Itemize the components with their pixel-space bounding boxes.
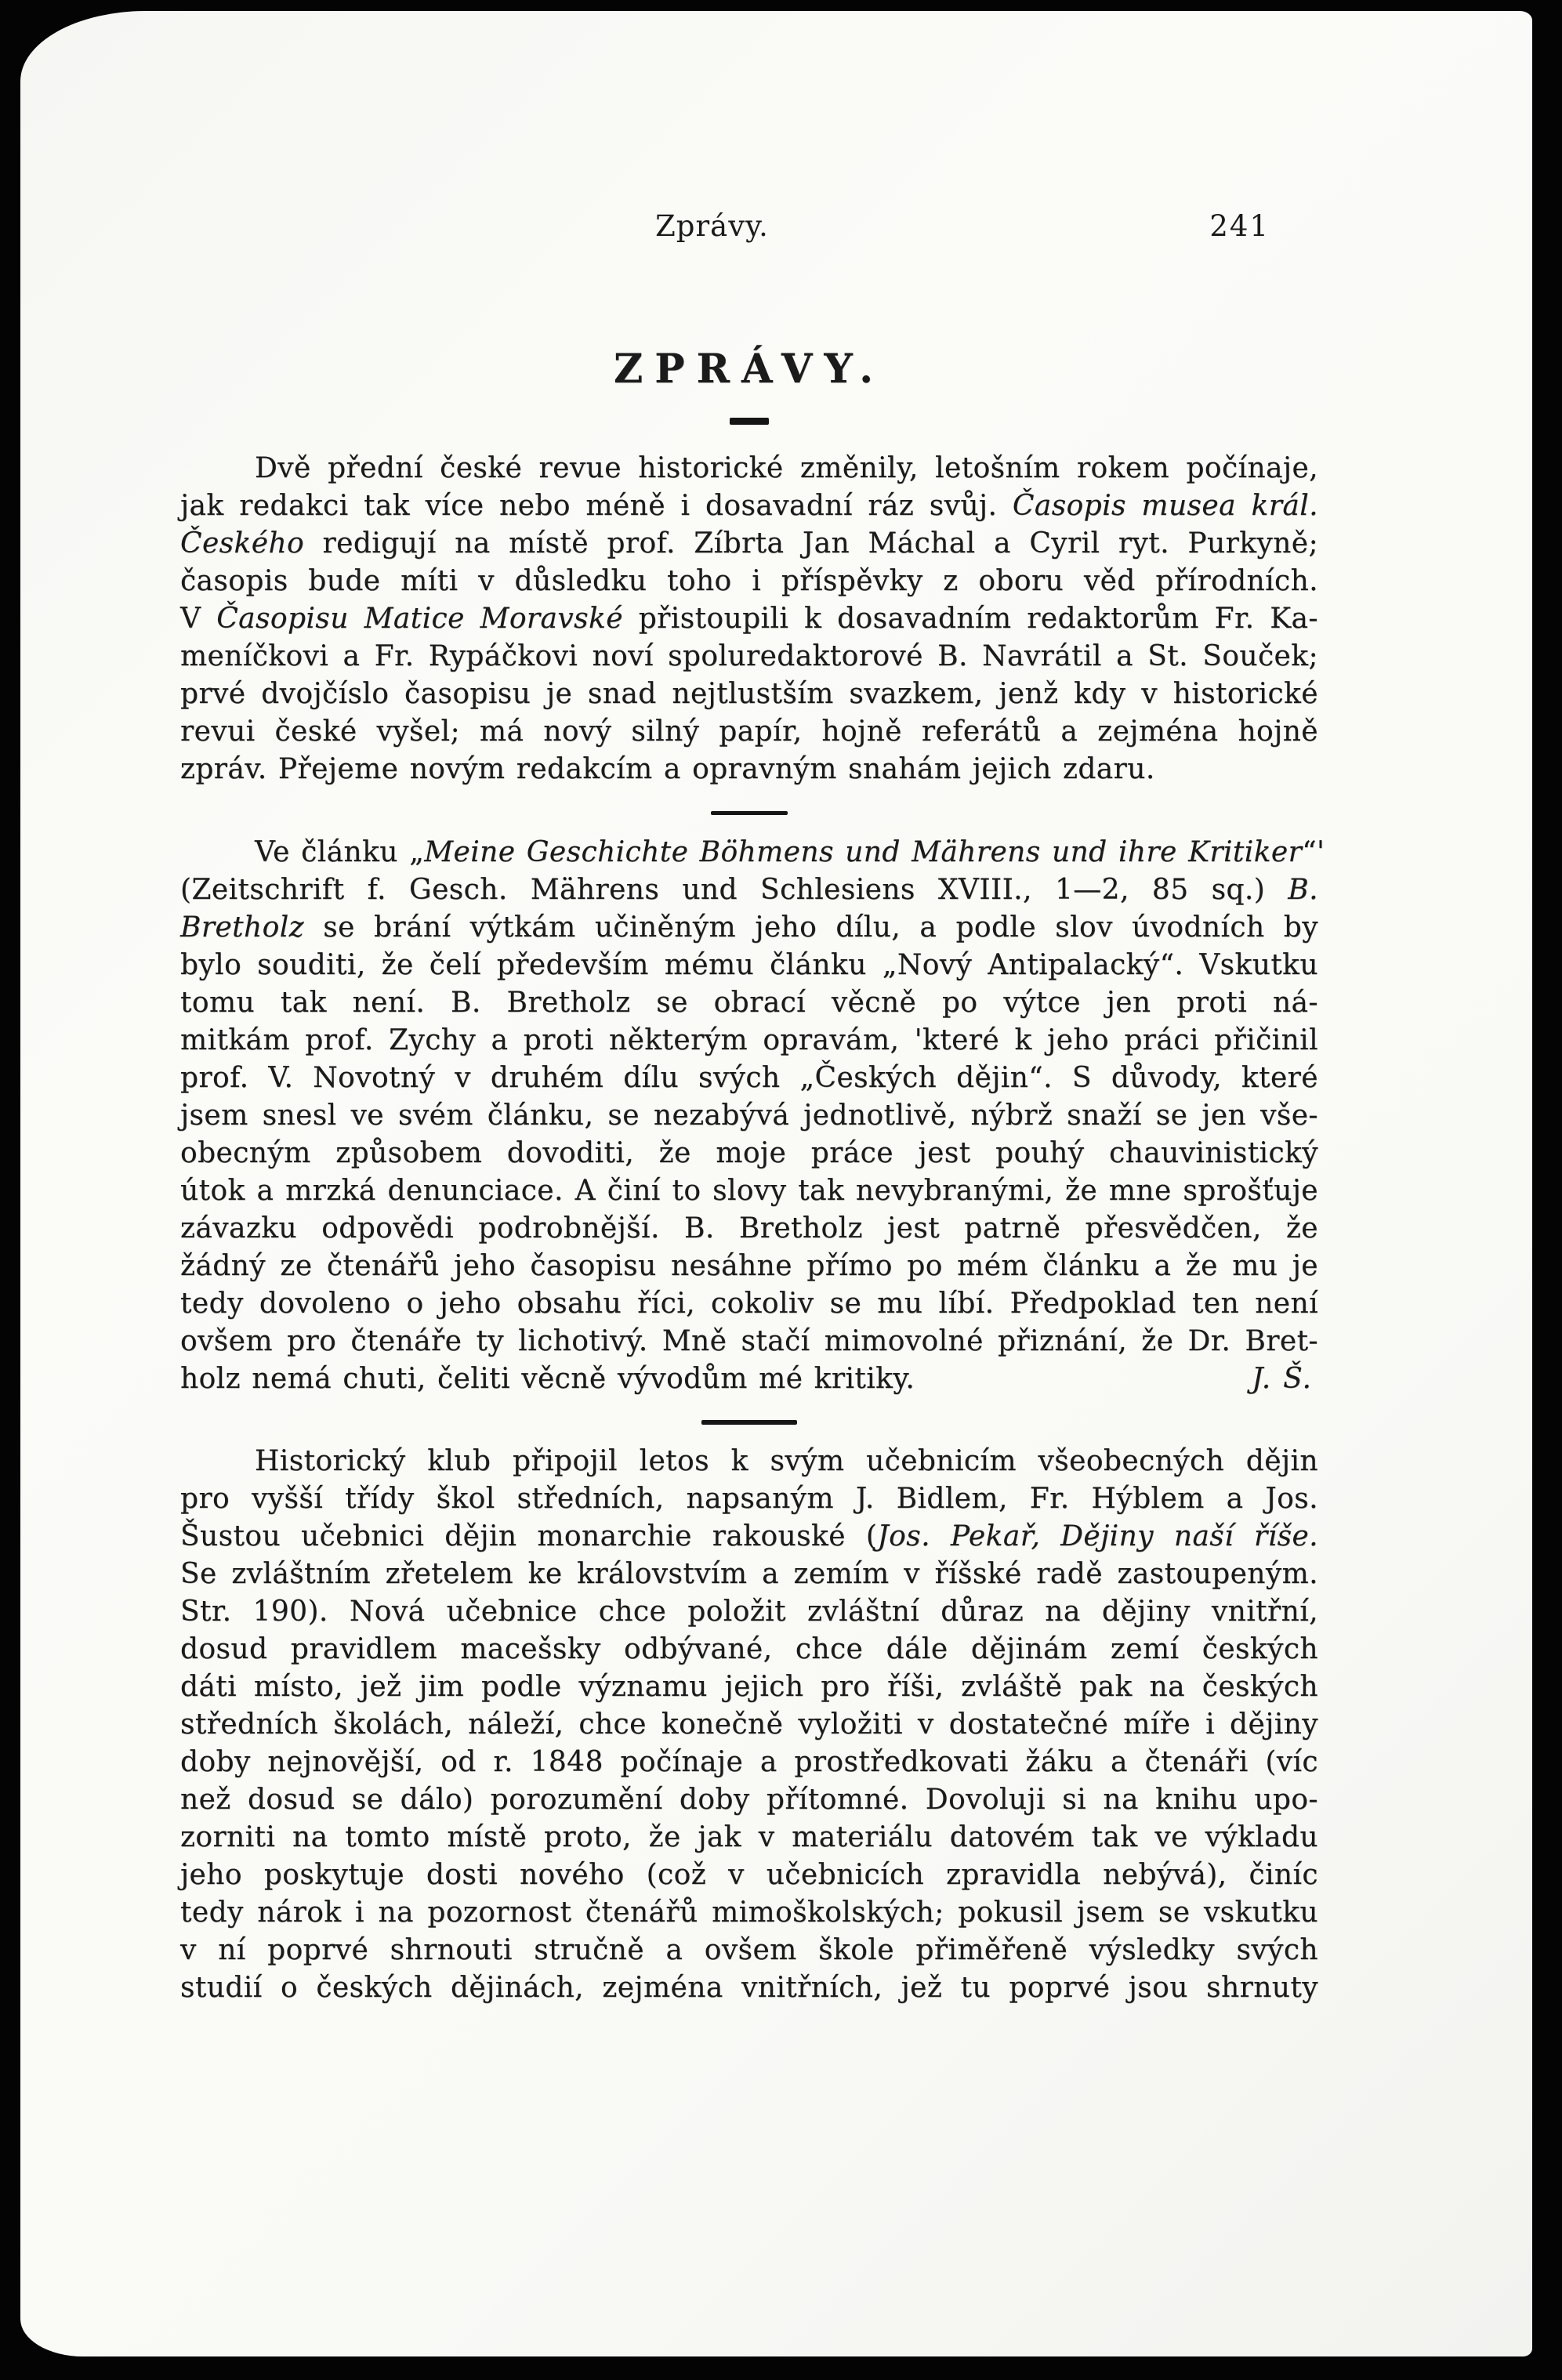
text-line: jak redakci tak více nebo méně i dosavadní ráz svůj. Časopis musea král. <box>180 490 1319 522</box>
text-line: studií o českých dějinách, zejména vnitřních, jež tu poprvé jsou shrnuty <box>180 1972 1318 2004</box>
text-line: obecným způsobem dovoditi, že moje práce jest pouhý chauvinistický <box>180 1137 1318 1169</box>
text-line: doby nejnovější, od r. 1848 počínaje a prostředkovati žáku a čtenáři (víc <box>180 1746 1318 1778</box>
text-line: útok a mrzká denunciace. A činí to slovy tak nevybranými, že mne sprošťuje <box>180 1175 1318 1207</box>
section-title: ZPRÁVY. <box>614 346 885 393</box>
text-line: ovšem pro čtenáře ty lichotivý. Mně stačí mimovolné přiznání, že Dr. Bret- <box>180 1325 1318 1357</box>
paragraph <box>180 450 1318 788</box>
text-line: středních školách, náleží, chce konečně vyložiti v dostatečné míře i dějiny <box>180 1708 1318 1741</box>
text-line: Bretholz se brání výtkám učiněným jeho dílu, a podle slov úvodních by <box>180 911 1318 944</box>
text-line: prof. V. Novotný v druhém dílu svých „Českých dějin“. S důvody, které <box>180 1062 1318 1094</box>
text-line: revui české vyšel; má nový silný papír, hojně referátů a zejména hojně <box>180 715 1318 748</box>
text-line: V Časopisu Matice Moravské přistoupili k dosavadním redaktorům Fr. Ka- <box>180 603 1318 635</box>
text-line: tomu tak není. B. Bretholz se obrací věcně po výtce jen proti ná- <box>180 987 1318 1019</box>
text-line: tedy nárok i na pozornost čtenářů mimoškolských; pokusil jsem se vskutku <box>180 1896 1318 1929</box>
text-line: časopis bude míti v důsledku toho i příspěvky z oboru věd přírodních. <box>180 565 1318 597</box>
text-line: Českého redigují na místě prof. Zíbrta Jan Máchal a Cyril ryt. Purkyně; <box>180 527 1318 560</box>
text-line: meníčkovi a Fr. Rypáčkovi noví spoluredaktorové B. Navrátil a St. Souček; <box>180 640 1318 672</box>
text-line: Se zvláštním zřetelem ke královstvím a zemím v říšské radě zastoupeným. <box>180 1558 1318 1590</box>
text-line: Str. 190). Nová učebnice chce položit zvláštní důraz na dějiny vnitřní, <box>180 1596 1318 1628</box>
text-line: (Zeitschrift f. Gesch. Mährens und Schlesiens XVIII., 1—2, 85 sq.) B. <box>180 874 1318 906</box>
text-line: dáti místo, jež jim podle významu jejich pro říši, zvláště pak na českých <box>180 1671 1318 1703</box>
text-line: zpráv. Přejeme novým redakcím a opravným snahám jejich zdaru. <box>180 753 1155 785</box>
text-line: žádný ze čtenářů jeho časopisu nesáhne přímo po mém článku a že mu je <box>180 1250 1318 1282</box>
text-line: Šustou učebnici dějin monarchie rakouské (Jos. Pekař, Dějiny naší říše. <box>180 1520 1318 1552</box>
text-line: dosud pravidlem macešsky odbývané, chce dále dějinám zemí českých <box>180 1633 1318 1665</box>
text-line: než dosud se dálo) porozumění doby přítomné. Dovoluji si na knihu upo- <box>180 1784 1318 1816</box>
paragraph <box>180 834 1325 1398</box>
text-line: závazku odpovědi podrobnější. B. Bretholz jest patrně přesvědčen, že <box>180 1212 1318 1244</box>
text-line: bylo souditi, že čelí především mému článku „Nový Antipalacký“. Vskutku <box>180 949 1318 981</box>
running-title: Zprávy. <box>655 209 769 243</box>
text-line: Dvě přední české revue historické změnily, letošním rokem počínaje, <box>255 452 1318 484</box>
book-page <box>20 11 1532 2356</box>
paragraph <box>180 1443 1318 2007</box>
text-line: pro vyšší třídy škol středních, napsaným J. Bidlem, Fr. Hýblem a Jos. <box>180 1483 1318 1515</box>
text-line: jsem snesl ve svém článku, se nezabývá jednotlivě, nýbrž snaží se jen vše- <box>180 1099 1318 1132</box>
text-line: zorniti na tomto místě proto, že jak v materiálu datovém tak ve výkladu <box>180 1821 1318 1853</box>
text-line: prvé dvojčíslo časopisu je snad nejtlustším svazkem, jenž kdy v historické <box>180 678 1318 710</box>
author-signature: J. Š. <box>1252 1363 1312 1395</box>
text-line: tedy dovoleno o jeho obsahu říci, cokoliv se mu líbí. Předpoklad ten není <box>180 1288 1318 1320</box>
section-divider <box>180 811 1318 815</box>
text-line: Historický klub připojil letos k svým učebnicím všeobecných dějin <box>255 1445 1318 1477</box>
section-divider <box>180 1420 1318 1425</box>
text-line: holz nemá chuti, čeliti věcně vývodům mé kritiky. J. Š. <box>180 1360 1318 1398</box>
running-head <box>180 209 1318 248</box>
text-line: Ve článku „Meine Geschichte Böhmens und Mährens und ihre Kritiker“' <box>255 836 1325 868</box>
text-line: v ní poprvé shrnouti stručně a ovšem škole přiměřeně výsledky svých <box>180 1934 1318 1966</box>
text-line: mitkám prof. Zychy a proti některým opravám, 'které k jeho práci přičinil <box>180 1024 1318 1056</box>
page-number: 241 <box>1209 209 1270 243</box>
text-line: jeho poskytuje dosti nového (což v učebnicích zpravidla nebývá), činíc <box>180 1859 1318 1891</box>
title-divider <box>180 418 1318 425</box>
